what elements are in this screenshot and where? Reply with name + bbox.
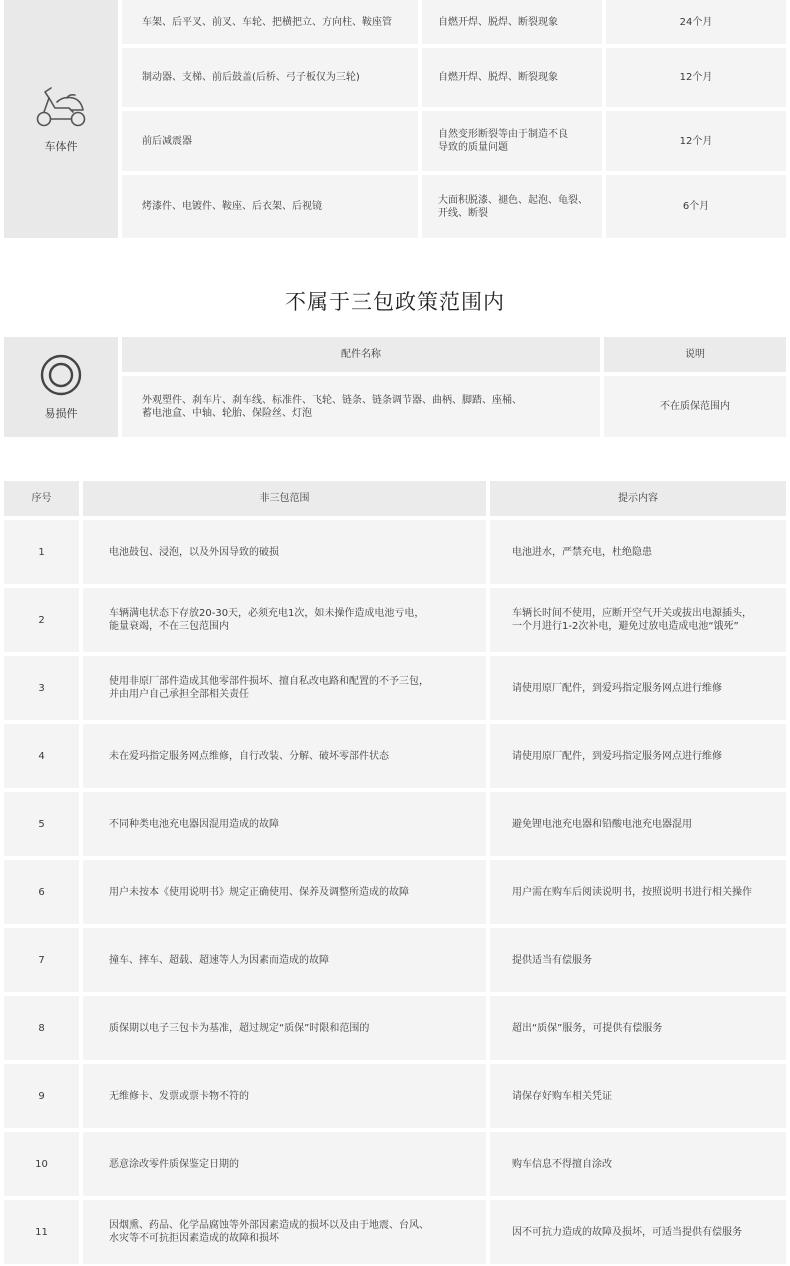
table-row-no: 1 bbox=[4, 520, 79, 584]
table-row-no: 7 bbox=[4, 928, 79, 992]
table-row-scope: 因烟熏、药品、化学品腐蚀等外部因素造成的损坏以及由于地震、台风、 水灾等不可抗拒因素造成的故障和损坏 bbox=[83, 1200, 486, 1264]
header-no: 序号 bbox=[4, 481, 79, 516]
table-row-parts: 前后减震器 bbox=[122, 111, 418, 171]
table-row-scope: 撞车、摔车、超载、超速等人为因素而造成的故障 bbox=[83, 928, 486, 992]
table-row-parts: 烤漆件、电镀件、鞍座、后衣架、后视镜 bbox=[122, 175, 418, 238]
table-row-tip: 购车信息不得擅自涂改 bbox=[490, 1132, 786, 1196]
section-title: 不属于三包政策范围内 bbox=[285, 290, 505, 314]
table-row-tip: 电池进水，严禁充电，杜绝隐患 bbox=[490, 520, 786, 584]
table-row-no: 5 bbox=[4, 792, 79, 856]
table-row-tip: 请使用原厂配件，到爱玛指定服务网点进行维修 bbox=[490, 656, 786, 720]
category-label: 易损件 bbox=[44, 407, 78, 420]
header-scope: 非三包范围 bbox=[83, 481, 486, 516]
table-row-tip: 因不可抗力造成的故障及损坏，可适当提供有偿服务 bbox=[490, 1200, 786, 1264]
table-row-period: 12个月 bbox=[606, 111, 786, 171]
category-cell-body-parts bbox=[4, 0, 118, 238]
header-note: 说明 bbox=[604, 337, 786, 372]
table-row-fault: 自燃开焊、脱焊、断裂现象 bbox=[422, 48, 602, 107]
table-row-no: 10 bbox=[4, 1132, 79, 1196]
table-row-tip: 车辆长时间不使用，应断开空气开关或拔出电源插头， 一个月进行1-2次补电，避免过放电造成电池“饿死” bbox=[490, 588, 786, 652]
table-row-scope: 不同种类电池充电器因混用造成的故障 bbox=[83, 792, 486, 856]
table-row-period: 6个月 bbox=[606, 175, 786, 238]
header-tip: 提示内容 bbox=[490, 481, 786, 516]
table-row-fault: 大面积脱漆、褪色、起泡、龟裂、 开线、断裂 bbox=[422, 175, 602, 238]
table-row-scope: 无维修卡、发票或票卡物不符的 bbox=[83, 1064, 486, 1128]
table-row-no: 4 bbox=[4, 724, 79, 788]
table-row-period: 12个月 bbox=[606, 48, 786, 107]
excluded-parts-list: 外观塑件、刹车片、刹车线、标准件、飞轮、链条、链条调节器、曲柄、脚踏、座桶、 蓄电池盒、中轴、轮胎、保险丝、灯泡 bbox=[122, 376, 600, 437]
excluded-note: 不在质保范围内 bbox=[604, 376, 786, 437]
table-row-no: 8 bbox=[4, 996, 79, 1060]
category-cell-wear-parts bbox=[4, 337, 118, 437]
table-row-tip: 避免锂电池充电器和铅酸电池充电器混用 bbox=[490, 792, 786, 856]
table-row-period: 24个月 bbox=[606, 0, 786, 44]
table-row-scope: 恶意涂改零件质保鉴定日期的 bbox=[83, 1132, 486, 1196]
scooter-icon bbox=[33, 84, 89, 130]
table-row-no: 11 bbox=[4, 1200, 79, 1264]
table-row-parts: 车架、后平叉、前叉、车轮、把横把立、方向柱、鞍座管 bbox=[122, 0, 418, 44]
table-row-no: 3 bbox=[4, 656, 79, 720]
table-row-scope: 用户未按本《使用说明书》规定正确使用、保养及调整所造成的故障 bbox=[83, 860, 486, 924]
table-row-tip: 用户需在购车后阅读说明书，按照说明书进行相关操作 bbox=[490, 860, 786, 924]
table-row-tip: 提供适当有偿服务 bbox=[490, 928, 786, 992]
table-row-tip: 请保存好购车相关凭证 bbox=[490, 1064, 786, 1128]
table-row-no: 6 bbox=[4, 860, 79, 924]
table-row-scope: 未在爱玛指定服务网点维修，自行改装、分解、破坏零部件状态 bbox=[83, 724, 486, 788]
table-row-parts: 制动器、支梯、前后鼓盖(后桥、弓子板仅为三轮) bbox=[122, 48, 418, 107]
header-parts-name: 配件名称 bbox=[122, 337, 600, 372]
table-row-tip: 超出“质保”服务，可提供有偿服务 bbox=[490, 996, 786, 1060]
table-row-no: 9 bbox=[4, 1064, 79, 1128]
table-row-fault: 自燃开焊、脱焊、断裂现象 bbox=[422, 0, 602, 44]
table-row-no: 2 bbox=[4, 588, 79, 652]
table-row-tip: 请使用原厂配件，到爱玛指定服务网点进行维修 bbox=[490, 724, 786, 788]
target-circle-icon bbox=[39, 353, 83, 397]
table-row-scope: 车辆满电状态下存放20-30天，必须充电1次，如未操作造成电池亏电， 能量衰竭，不在三包范围内 bbox=[83, 588, 486, 652]
table-row-scope: 质保期以电子三包卡为基准，超过规定“质保”时限和范围的 bbox=[83, 996, 486, 1060]
category-label: 车体件 bbox=[44, 140, 78, 153]
table-row-fault: 自然变形断裂等由于制造不良 导致的质量问题 bbox=[422, 111, 602, 171]
table-row-scope: 使用非原厂部件造成其他零部件损坏、擅自私改电路和配置的不予三包， 并由用户自己承担全部相关责任 bbox=[83, 656, 486, 720]
table-row-scope: 电池鼓包、浸泡，以及外因导致的破损 bbox=[83, 520, 486, 584]
